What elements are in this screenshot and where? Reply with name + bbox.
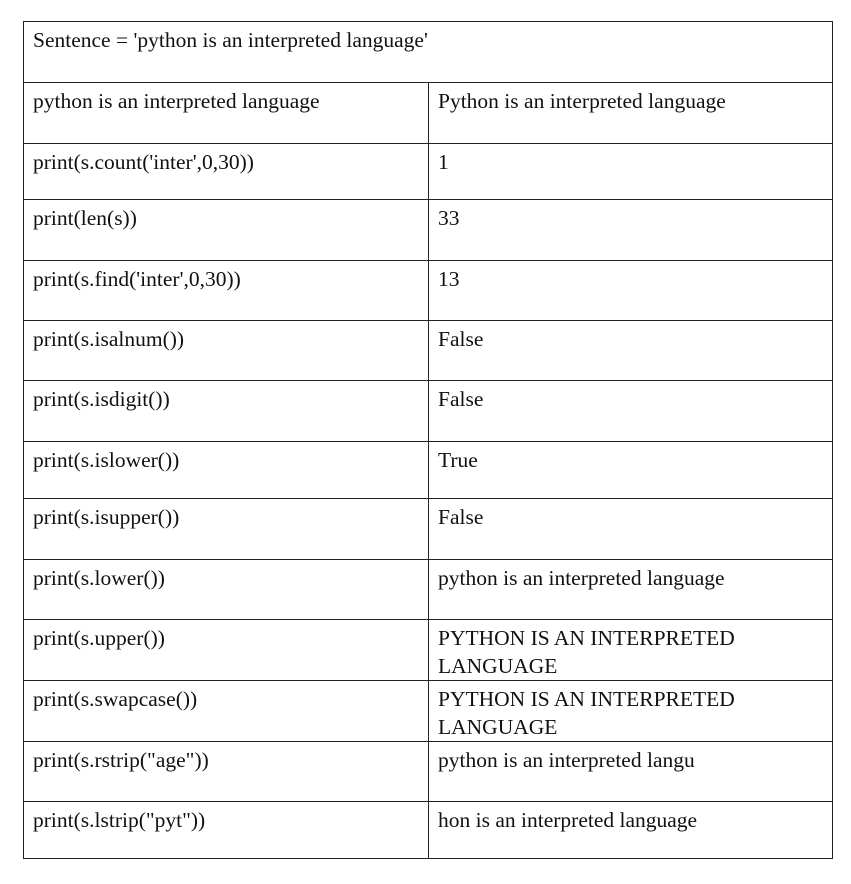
code-cell: print(s.rstrip("age")) bbox=[24, 742, 429, 802]
output-cell: python is an interpreted langu bbox=[429, 742, 833, 802]
output-cell: False bbox=[429, 381, 833, 442]
code-cell: print(s.isdigit()) bbox=[24, 381, 429, 442]
table-row bbox=[24, 442, 833, 499]
output-cell: False bbox=[429, 499, 833, 560]
table-row bbox=[24, 144, 833, 200]
output-cell: False bbox=[429, 321, 833, 381]
table-row bbox=[24, 200, 833, 261]
table-row bbox=[24, 681, 833, 742]
output-cell: hon is an interpreted language bbox=[429, 802, 833, 859]
code-cell: print(s.lstrip("pyt")) bbox=[24, 802, 429, 859]
table-row bbox=[24, 83, 833, 144]
code-cell: print(s.upper()) bbox=[24, 620, 429, 681]
code-cell: python is an interpreted language bbox=[24, 83, 429, 144]
table-row bbox=[24, 620, 833, 681]
output-cell: True bbox=[429, 442, 833, 499]
code-cell: print(s.swapcase()) bbox=[24, 681, 429, 742]
string-methods-table bbox=[23, 21, 833, 859]
output-cell: 33 bbox=[429, 200, 833, 261]
table-row bbox=[24, 499, 833, 560]
output-cell: 1 bbox=[429, 144, 833, 200]
table-row bbox=[24, 381, 833, 442]
output-cell: PYTHON IS AN INTERPRETED LANGUAGE bbox=[429, 620, 833, 681]
code-cell: print(s.isupper()) bbox=[24, 499, 429, 560]
output-cell: PYTHON IS AN INTERPRETED LANGUAGE bbox=[429, 681, 833, 742]
code-cell: print(s.islower()) bbox=[24, 442, 429, 499]
code-cell: print(len(s)) bbox=[24, 200, 429, 261]
code-cell: print(s.count('inter',0,30)) bbox=[24, 144, 429, 200]
code-cell: print(s.find('inter',0,30)) bbox=[24, 261, 429, 321]
output-cell: python is an interpreted language bbox=[429, 560, 833, 620]
sentence-definition-cell bbox=[24, 22, 833, 83]
table-row bbox=[24, 321, 833, 381]
code-cell: print(s.isalnum()) bbox=[24, 321, 429, 381]
output-cell: Python is an interpreted language bbox=[429, 83, 833, 144]
equals-sign: = bbox=[110, 28, 134, 52]
code-cell: print(s.lower()) bbox=[24, 560, 429, 620]
sentence-value: 'python is an interpreted language' bbox=[133, 28, 428, 52]
output-cell: 13 bbox=[429, 261, 833, 321]
table-row bbox=[24, 261, 833, 321]
sentence-label: Sentence bbox=[33, 28, 111, 52]
table-row bbox=[24, 742, 833, 802]
table-row bbox=[24, 802, 833, 859]
table-row bbox=[24, 560, 833, 620]
table-header-row bbox=[24, 22, 833, 83]
